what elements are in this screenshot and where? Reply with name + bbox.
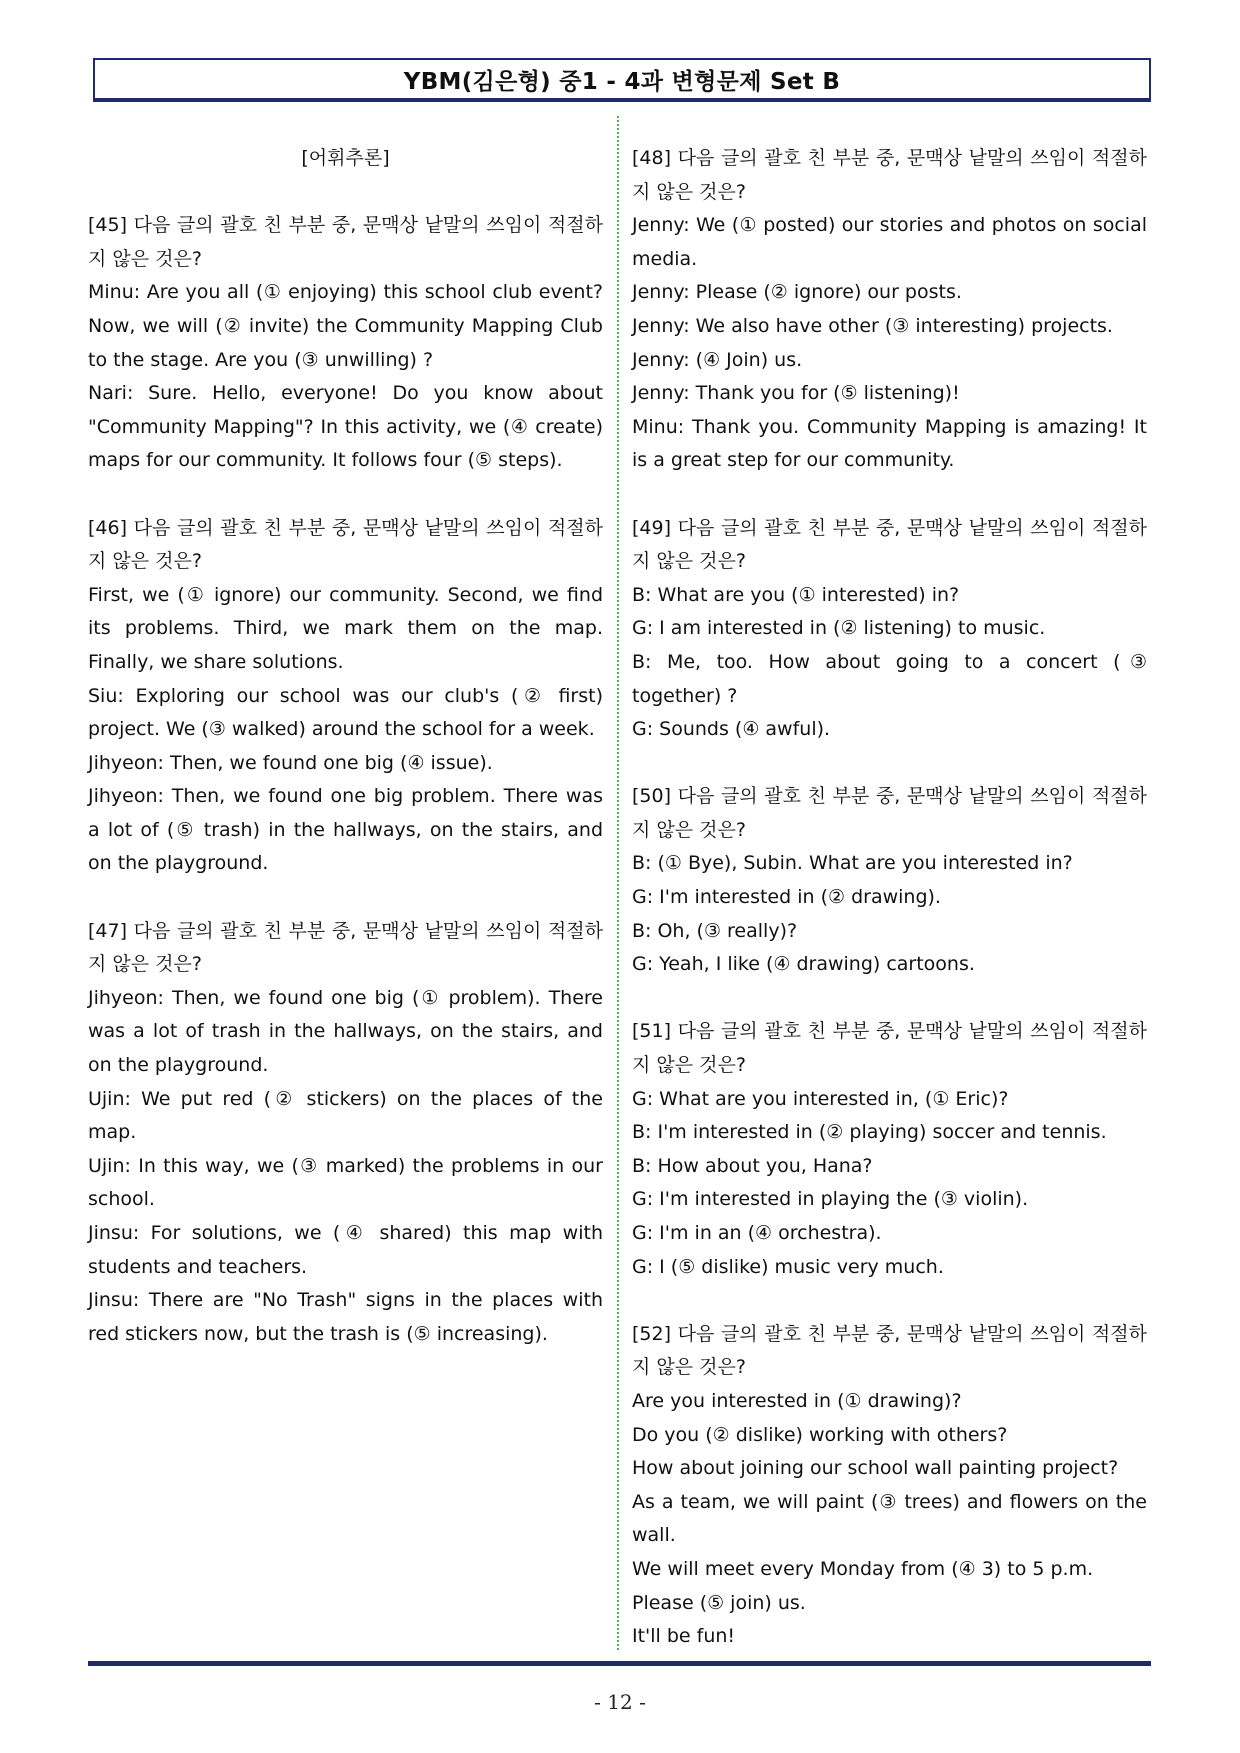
question-51 <box>632 1015 1147 1284</box>
passage-line: Jihyeon: Then, we found one big (① problem). There was a lot of trash in the hallways, on the stairs, and on the playground. <box>88 986 603 1077</box>
question-title: [51] 다음 글의 괄호 친 부분 중, 문맥상 낱말의 쓰임이 적절하지 않은 것은? <box>632 1020 1147 1077</box>
passage-line: Jinsu: There are "No Trash" signs in the places with red stickers now, but the trash is (⑤ increasing). <box>88 1289 603 1345</box>
question-50 <box>632 780 1147 982</box>
passage-line: B: I'm interested in (② playing) soccer and tennis. <box>632 1121 1107 1144</box>
column-divider <box>617 116 619 1650</box>
page-number: - 12 - <box>594 1690 646 1714</box>
passage-line: Ujin: We put red (② stickers) on the places of the map. <box>88 1087 603 1144</box>
right-column <box>632 142 1147 1687</box>
passage-line: Jihyeon: Then, we found one big (④ issue). <box>88 751 493 774</box>
passage-line: B: Oh, (③ really)? <box>632 919 798 942</box>
footer-rule <box>88 1661 1151 1666</box>
question-title: [46] 다음 글의 괄호 친 부분 중, 문맥상 낱말의 쓰임이 적절하지 않은 것은? <box>88 516 603 573</box>
question-45 <box>88 209 603 478</box>
passage-line: Minu: Are you all (① enjoying) this school club event? Now, we will (② invite) the Community Mapping Club to the stage. Are you (③ unwilling) ? <box>88 281 603 371</box>
question-title: [47] 다음 글의 괄호 친 부분 중, 문맥상 낱말의 쓰임이 적절하지 않은 것은? <box>88 919 603 976</box>
passage-line: G: I (⑤ dislike) music very much. <box>632 1255 944 1278</box>
passage-line: B: What are you (① interested) in? <box>632 583 960 606</box>
section-heading: [어휘추론] <box>301 147 390 169</box>
passage-line: It'll be fun! <box>632 1625 736 1648</box>
passage-line: Jenny: We (① posted) our stories and photos on social media. <box>632 214 1147 270</box>
question-title: [49] 다음 글의 괄호 친 부분 중, 문맥상 낱말의 쓰임이 적절하지 않은 것은? <box>632 516 1147 573</box>
passage-line: Jihyeon: Then, we found one big problem. There was a lot of (⑤ trash) in the hallways, on the stairs, and on the playground. <box>88 785 603 875</box>
passage-line: As a team, we will paint (③ trees) and flowers on the wall. <box>632 1490 1147 1547</box>
passage-line: Minu: Thank you. Community Mapping is amazing! It is a great step for our community. <box>632 415 1147 472</box>
passage-line: We will meet every Monday from (④ 3) to 5 p.m. <box>632 1557 1094 1580</box>
passage-line: G: Yeah, I like (④ drawing) cartoons. <box>632 953 975 976</box>
question-title: [48] 다음 글의 괄호 친 부분 중, 문맥상 낱말의 쓰임이 적절하지 않은 것은? <box>632 147 1147 203</box>
passage-line: B: (① Bye), Subin. What are you interested in? <box>632 852 1073 875</box>
question-48 <box>632 142 1147 478</box>
passage-line: G: I'm in an (④ orchestra). <box>632 1222 882 1244</box>
passage-line: Siu: Exploring our school was our club's (② first) project. We (③ walked) around the school for a week. <box>88 684 603 741</box>
left-column <box>88 142 603 1385</box>
passage-line: G: I am interested in (② listening) to music. <box>632 617 1046 640</box>
passage-line: Jenny: (④ Join) us. <box>632 348 803 371</box>
passage-line: G: What are you interested in, (① Eric)? <box>632 1087 1009 1110</box>
passage-line: Jinsu: For solutions, we (④ shared) this map with students and teachers. <box>88 1222 603 1278</box>
passage-line: Jenny: We also have other (③ interesting) projects. <box>632 314 1113 337</box>
passage-line: Jenny: Thank you for (⑤ listening)! <box>632 382 960 405</box>
passage-line: Ujin: In this way, we (③ marked) the problems in our school. <box>88 1154 603 1211</box>
question-46 <box>88 512 603 882</box>
question-title: [50] 다음 글의 괄호 친 부분 중, 문맥상 낱말의 쓰임이 적절하지 않은 것은? <box>632 785 1147 841</box>
passage-line: Are you interested in (① drawing)? <box>632 1389 962 1412</box>
passage-line: G: Sounds (④ awful). <box>632 718 831 741</box>
passage-line: B: Me, too. How about going to a concert (③ together) ? <box>632 650 1147 707</box>
question-title: [45] 다음 글의 괄호 친 부분 중, 문맥상 낱말의 쓰임이 적절하지 않은 것은? <box>88 214 603 270</box>
passage-line: G: I'm interested in (② drawing). <box>632 886 941 909</box>
question-52 <box>632 1318 1147 1654</box>
page-title: YBM(김은형) 중1 - 4과 변형문제 Set B <box>93 58 1151 102</box>
passage-line: Do you (② dislike) working with others? <box>632 1423 1008 1446</box>
question-49 <box>632 512 1147 747</box>
passage-line: Nari: Sure. Hello, everyone! Do you know about "Community Mapping"? In this activity, we (④ create) maps for our community. It follows four (⑤ steps). <box>88 382 603 472</box>
question-47 <box>88 915 603 1352</box>
passage-line: B: How about you, Hana? <box>632 1154 873 1177</box>
passage-line: First, we (① ignore) our community. Second, we find its problems. Third, we mark them on the map. Finally, we share solutions. <box>88 583 603 673</box>
question-title: [52] 다음 글의 괄호 친 부분 중, 문맥상 낱말의 쓰임이 적절하지 않은 것은? <box>632 1322 1147 1379</box>
passage-line: How about joining our school wall painting project? <box>632 1457 1119 1480</box>
passage-line: Please (⑤ join) us. <box>632 1591 806 1614</box>
passage-line: Jenny: Please (② ignore) our posts. <box>632 281 962 304</box>
passage-line: G: I'm interested in playing the (③ violin). <box>632 1188 1029 1211</box>
